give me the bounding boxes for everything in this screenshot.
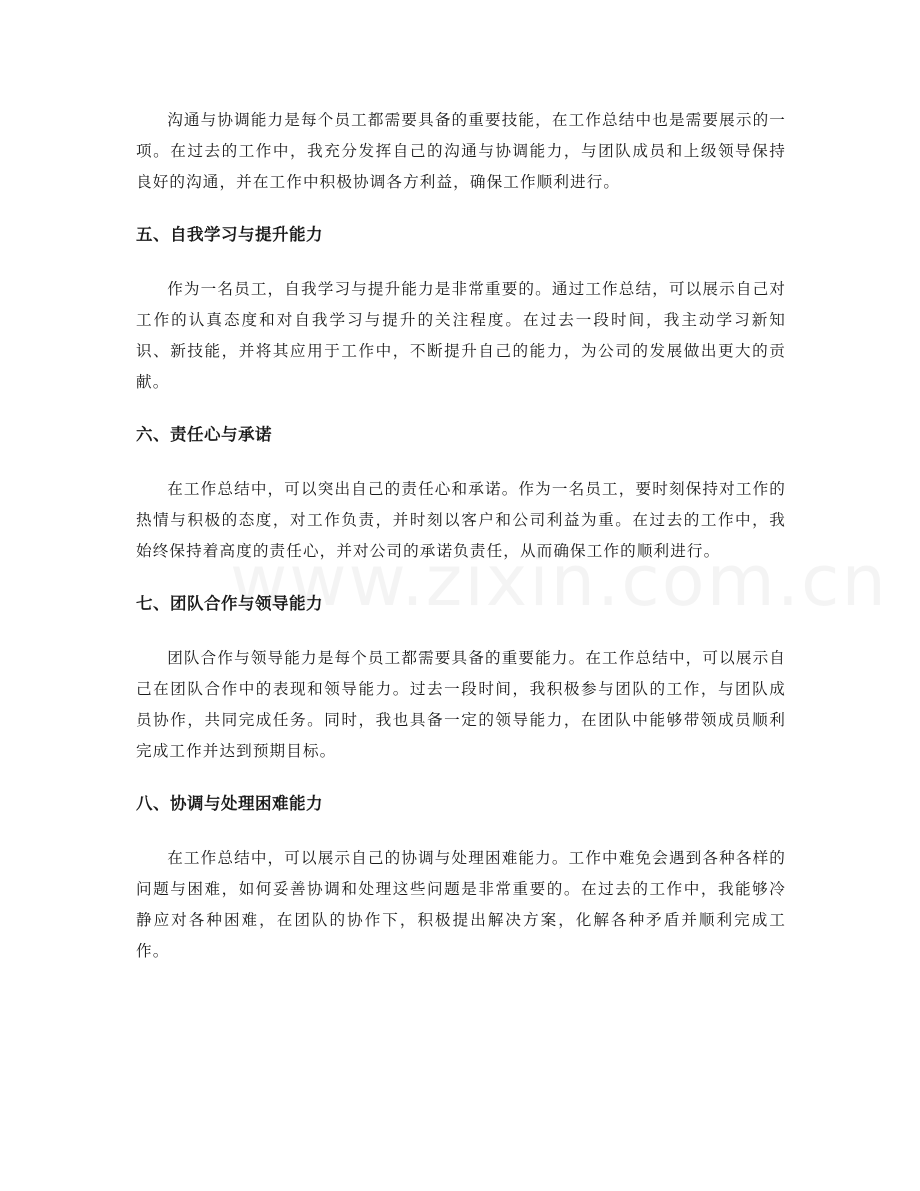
heading-self-learning: 五、自我学习与提升能力 — [136, 225, 323, 244]
paragraph-responsibility: 在工作总结中，可以突出自己的责任心和承诺。作为一名员工，要时刻保持对工作的热情与积极的态度，对工作负责，并时刻以客户和公司利益为重。在过去的工作中，我始终保持着高度的责任心，并对公司的承诺负责任，从而确保工作的顺利进行。 — [136, 480, 786, 560]
paragraph-teamwork: 团队合作与领导能力是每个员工都需要具备的重要能力。在工作总结中，可以展示自己在团队合作中的表现和领导能力。过去一段时间，我积极参与团队的工作，与团队成员协作，共同完成任务。同时，我也具备一定的领导能力，在团队中能够带领成员顺利完成工作并达到预期目标。 — [136, 649, 786, 760]
paragraph-communication: 沟通与协调能力是每个员工都需要具备的重要技能，在工作总结中也是需要展示的一项。在过去的工作中，我充分发挥自己的沟通与协调能力，与团队成员和上级领导保持良好的沟通，并在工作中积极协调各方利益，确保工作顺利进行。 — [136, 111, 786, 191]
paragraph-self-learning: 作为一名员工，自我学习与提升能力是非常重要的。通过工作总结，可以展示自己对工作的认真态度和对自我学习与提升的关注程度。在过去一段时间，我主动学习新知识、新技能，并将其应用于工作中，不断提升自己的能力，为公司的发展做出更大的贡献。 — [136, 280, 786, 391]
heading-teamwork: 七、团队合作与领导能力 — [136, 594, 323, 613]
heading-responsibility: 六、责任心与承诺 — [136, 425, 272, 444]
document-body — [136, 105, 786, 967]
paragraph-coordination: 在工作总结中，可以展示自己的协调与处理困难能力。工作中难免会遇到各种各样的问题与困难，如何妥善协调和处理这些问题是非常重要的。在过去的工作中，我能够冷静应对各种困难，在团队的协作下，积极提出解决方案，化解各种矛盾并顺利完成工作。 — [136, 849, 786, 960]
heading-coordination: 八、协调与处理困难能力 — [136, 794, 323, 813]
